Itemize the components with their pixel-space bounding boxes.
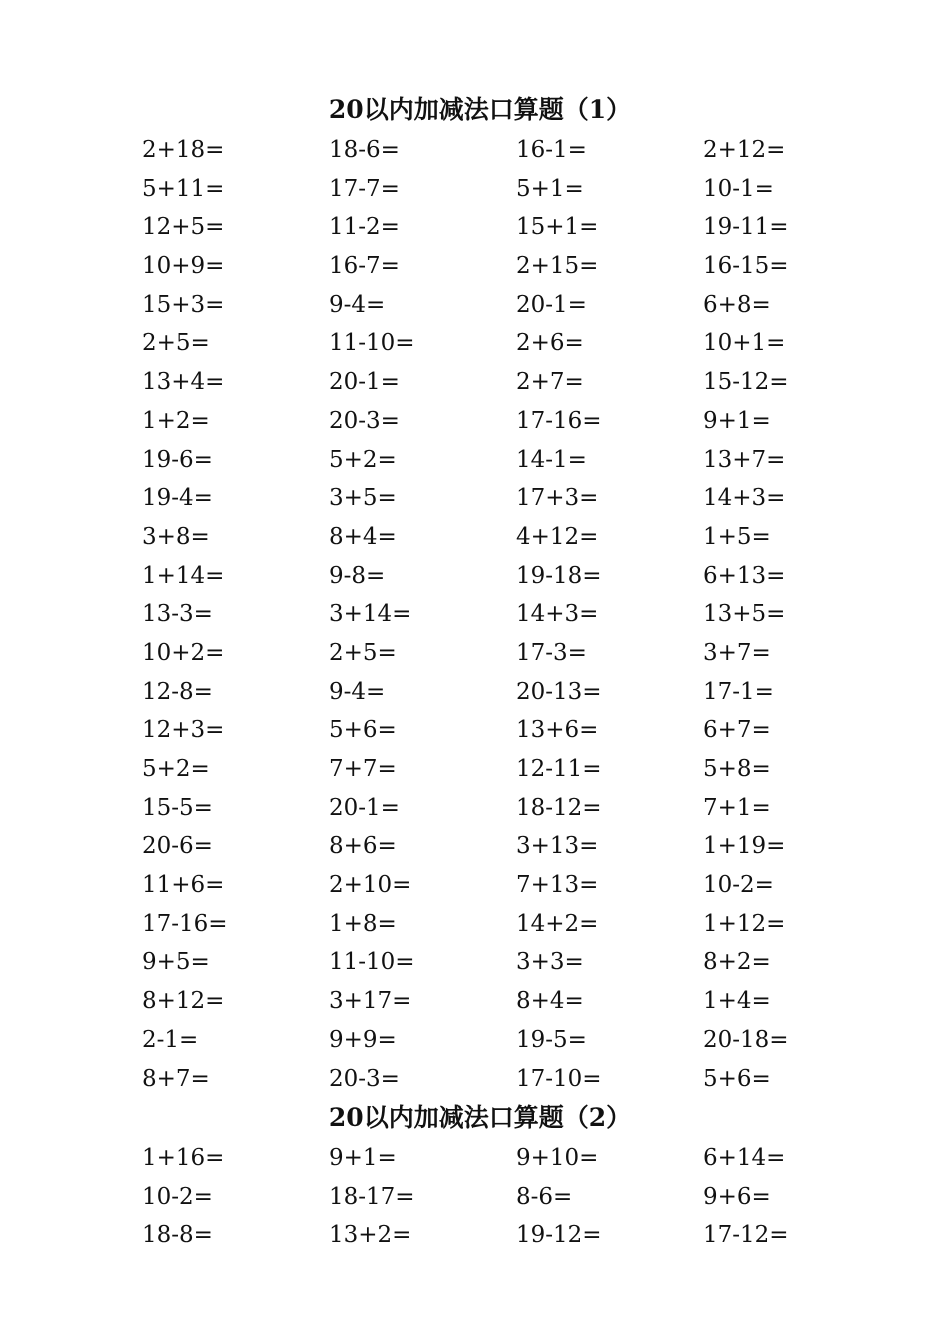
arithmetic-problem: 19-12= [516, 1222, 602, 1249]
arithmetic-problem: 5+6= [703, 1065, 771, 1092]
problem-grid [142, 1139, 902, 1255]
arithmetic-problem: 9+10= [516, 1145, 599, 1171]
arithmetic-problem: 19-6= [142, 446, 213, 473]
arithmetic-problem: 17-1= [703, 678, 774, 705]
arithmetic-problem: 6+8= [703, 291, 771, 318]
arithmetic-problem: 17+3= [516, 485, 599, 512]
arithmetic-problem: 5+6= [329, 717, 397, 744]
arithmetic-problem: 17-16= [142, 910, 228, 937]
arithmetic-problem: 13+5= [703, 601, 786, 628]
arithmetic-problem: 16-15= [703, 253, 789, 280]
arithmetic-problem: 2-1= [142, 1026, 199, 1053]
arithmetic-problem: 17-16= [516, 407, 602, 434]
arithmetic-problem: 20-3= [329, 1065, 400, 1092]
arithmetic-problem: 13+4= [142, 369, 225, 396]
arithmetic-problem: 19-11= [703, 214, 789, 241]
arithmetic-problem: 13+6= [516, 717, 599, 744]
arithmetic-problem: 5+2= [142, 756, 210, 782]
arithmetic-problem: 1+12= [703, 910, 786, 937]
arithmetic-problem: 11-2= [329, 214, 400, 241]
arithmetic-problem: 7+7= [329, 756, 397, 782]
worksheet-section-1 [0, 89, 950, 1098]
arithmetic-problem: 14+3= [703, 485, 786, 512]
arithmetic-problem: 19-5= [516, 1026, 587, 1053]
arithmetic-problem: 7+13= [516, 872, 599, 899]
arithmetic-problem: 15-12= [703, 369, 789, 396]
arithmetic-problem: 3+8= [142, 523, 210, 550]
arithmetic-problem: 16-1= [516, 137, 587, 163]
arithmetic-problem: 9+1= [703, 407, 771, 434]
arithmetic-problem: 11+6= [142, 872, 225, 899]
arithmetic-problem: 3+5= [329, 485, 397, 512]
arithmetic-problem: 12+5= [142, 214, 225, 241]
arithmetic-problem: 15+1= [516, 214, 599, 241]
arithmetic-problem: 13+7= [703, 446, 786, 473]
arithmetic-problem: 2+5= [329, 639, 397, 666]
arithmetic-problem: 9+1= [329, 1145, 397, 1171]
arithmetic-problem: 8+12= [142, 988, 225, 1015]
arithmetic-problem: 16-7= [329, 253, 400, 280]
arithmetic-problem: 8+2= [703, 949, 771, 976]
arithmetic-problem: 3+3= [516, 949, 584, 976]
arithmetic-problem: 20-3= [329, 407, 400, 434]
arithmetic-problem: 8-6= [516, 1183, 573, 1210]
arithmetic-problem: 20-18= [703, 1026, 789, 1053]
arithmetic-problem: 1+4= [703, 988, 771, 1015]
arithmetic-problem: 3+14= [329, 601, 412, 628]
arithmetic-problem: 2+5= [142, 330, 210, 357]
arithmetic-problem: 6+7= [703, 717, 771, 744]
arithmetic-problem: 11-10= [329, 330, 415, 357]
arithmetic-problem: 20-1= [329, 369, 400, 396]
arithmetic-problem: 14-1= [516, 446, 587, 473]
arithmetic-problem: 6+13= [703, 562, 786, 589]
arithmetic-problem: 9+9= [329, 1026, 397, 1053]
arithmetic-problem: 1+14= [142, 562, 225, 589]
arithmetic-problem: 9-4= [329, 291, 386, 318]
arithmetic-problem: 10+1= [703, 330, 786, 357]
arithmetic-problem: 5+8= [703, 756, 771, 782]
arithmetic-problem: 10-2= [142, 1183, 213, 1210]
arithmetic-problem: 8+4= [329, 523, 397, 550]
arithmetic-problem: 2+12= [703, 137, 786, 163]
arithmetic-problem: 5+11= [142, 175, 225, 202]
arithmetic-problem: 17-7= [329, 175, 400, 202]
arithmetic-problem: 15+3= [142, 291, 225, 318]
arithmetic-problem: 8+7= [142, 1065, 210, 1092]
arithmetic-problem: 7+1= [703, 794, 771, 821]
arithmetic-problem: 1+8= [329, 910, 397, 937]
arithmetic-problem: 18-12= [516, 794, 602, 821]
arithmetic-problem: 6+14= [703, 1145, 786, 1171]
arithmetic-problem: 2+7= [516, 369, 584, 396]
arithmetic-problem: 20-1= [329, 794, 400, 821]
arithmetic-problem: 1+5= [703, 523, 771, 550]
arithmetic-problem: 10+2= [142, 639, 225, 666]
arithmetic-problem: 20-1= [516, 291, 587, 318]
arithmetic-problem: 3+13= [516, 833, 599, 860]
arithmetic-problem: 3+17= [329, 988, 412, 1015]
arithmetic-problem: 17-12= [703, 1222, 789, 1249]
arithmetic-problem: 17-10= [516, 1065, 602, 1092]
arithmetic-problem: 13-3= [142, 601, 213, 628]
arithmetic-problem: 1+16= [142, 1145, 225, 1171]
worksheet-section-2 [0, 1097, 950, 1255]
arithmetic-problem: 9+6= [703, 1183, 771, 1210]
arithmetic-problem: 9-4= [329, 678, 386, 705]
arithmetic-problem: 18-8= [142, 1222, 213, 1249]
arithmetic-problem: 14+2= [516, 910, 599, 937]
arithmetic-problem: 1+19= [703, 833, 786, 860]
arithmetic-problem: 9+5= [142, 949, 210, 976]
arithmetic-problem: 2+15= [516, 253, 599, 280]
arithmetic-problem: 12-11= [516, 756, 602, 782]
arithmetic-problem: 18-6= [329, 137, 400, 163]
arithmetic-problem: 19-4= [142, 485, 213, 512]
problem-grid [142, 131, 902, 1098]
arithmetic-problem: 10-1= [703, 175, 774, 202]
arithmetic-problem: 20-6= [142, 833, 213, 860]
arithmetic-problem: 5+2= [329, 446, 397, 473]
arithmetic-problem: 1+2= [142, 407, 210, 434]
arithmetic-problem: 12+3= [142, 717, 225, 744]
arithmetic-problem: 11-10= [329, 949, 415, 976]
section-title: 20以内加减法口算题（2） [328, 1103, 632, 1132]
arithmetic-problem: 19-18= [516, 562, 602, 589]
arithmetic-problem: 14+3= [516, 601, 599, 628]
section-title: 20以内加减法口算题（1） [328, 95, 632, 124]
arithmetic-problem: 2+10= [329, 872, 412, 899]
arithmetic-problem: 8+4= [516, 988, 584, 1015]
arithmetic-problem: 20-13= [516, 678, 602, 705]
arithmetic-problem: 2+18= [142, 137, 225, 163]
arithmetic-problem: 18-17= [329, 1183, 415, 1210]
arithmetic-problem: 4+12= [516, 523, 599, 550]
arithmetic-problem: 17-3= [516, 639, 587, 666]
arithmetic-problem: 10-2= [703, 872, 774, 899]
arithmetic-problem: 5+1= [516, 175, 584, 202]
arithmetic-problem: 3+7= [703, 639, 771, 666]
arithmetic-problem: 8+6= [329, 833, 397, 860]
arithmetic-problem: 9-8= [329, 562, 386, 589]
arithmetic-problem: 15-5= [142, 794, 213, 821]
arithmetic-problem: 12-8= [142, 678, 213, 705]
arithmetic-problem: 2+6= [516, 330, 584, 357]
arithmetic-problem: 13+2= [329, 1222, 412, 1249]
arithmetic-problem: 10+9= [142, 253, 225, 280]
